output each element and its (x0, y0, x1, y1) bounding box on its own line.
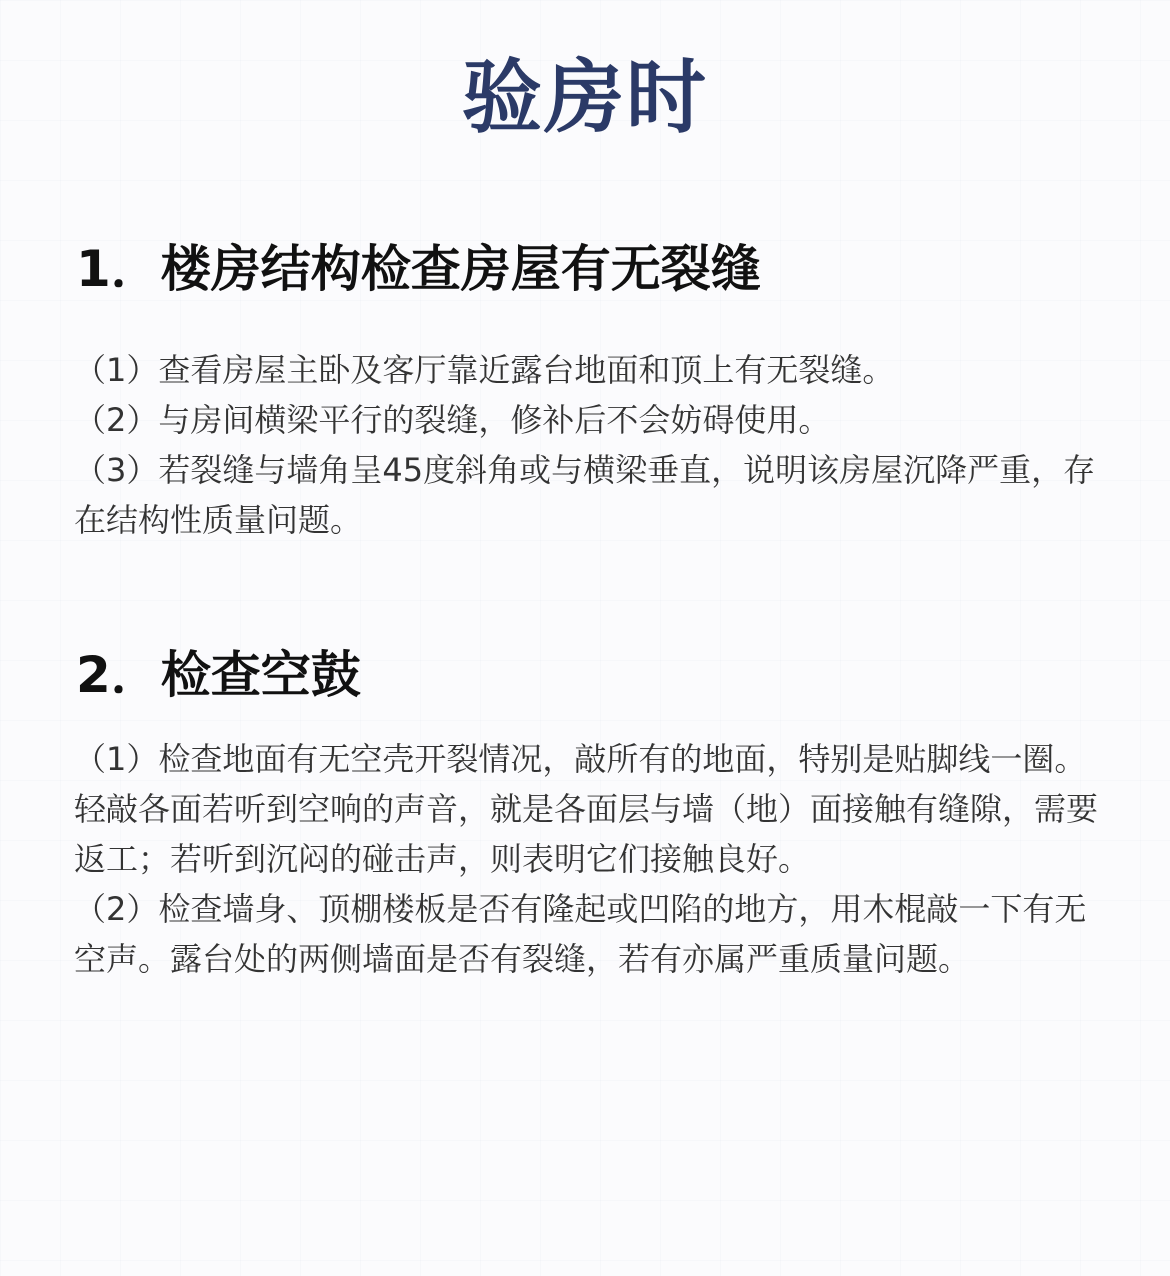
section-heading-cracks: 1．楼房结构检查房屋有无裂缝 (76, 240, 761, 298)
list-item: （3）若裂缝与墙角呈45度斜角或与横梁垂直，说明该房屋沉降严重，存在结构性质量问题。 (74, 451, 1096, 539)
list-item: （1）检查地面有无空壳开裂情况，敲所有的地面，特别是贴脚线一圈。轻敲各面若听到空响的声音，就是各面层与墙（地）面接触有缝隙，需要返工；若听到沉闷的碰击声，则表明它们接触良好。 (74, 740, 1099, 878)
list-item: （1）查看房屋主卧及客厅靠近露台地面和顶上有无裂缝。 (74, 351, 895, 389)
page-title: 验房时 (462, 51, 708, 144)
list-item: （2）与房间横梁平行的裂缝，修补后不会妨碍使用。 (74, 401, 831, 439)
section-body-hollow (74, 734, 1114, 984)
section-heading-hollow: 2．检查空鼓 (76, 646, 361, 704)
section-body-cracks (74, 345, 1114, 545)
list-item: （2）检查墙身、顶棚楼板是否有隆起或凹陷的地方，用木棍敲一下有无空声。露台处的两侧墙面是否有裂缝，若有亦属严重质量问题。 (74, 890, 1087, 978)
